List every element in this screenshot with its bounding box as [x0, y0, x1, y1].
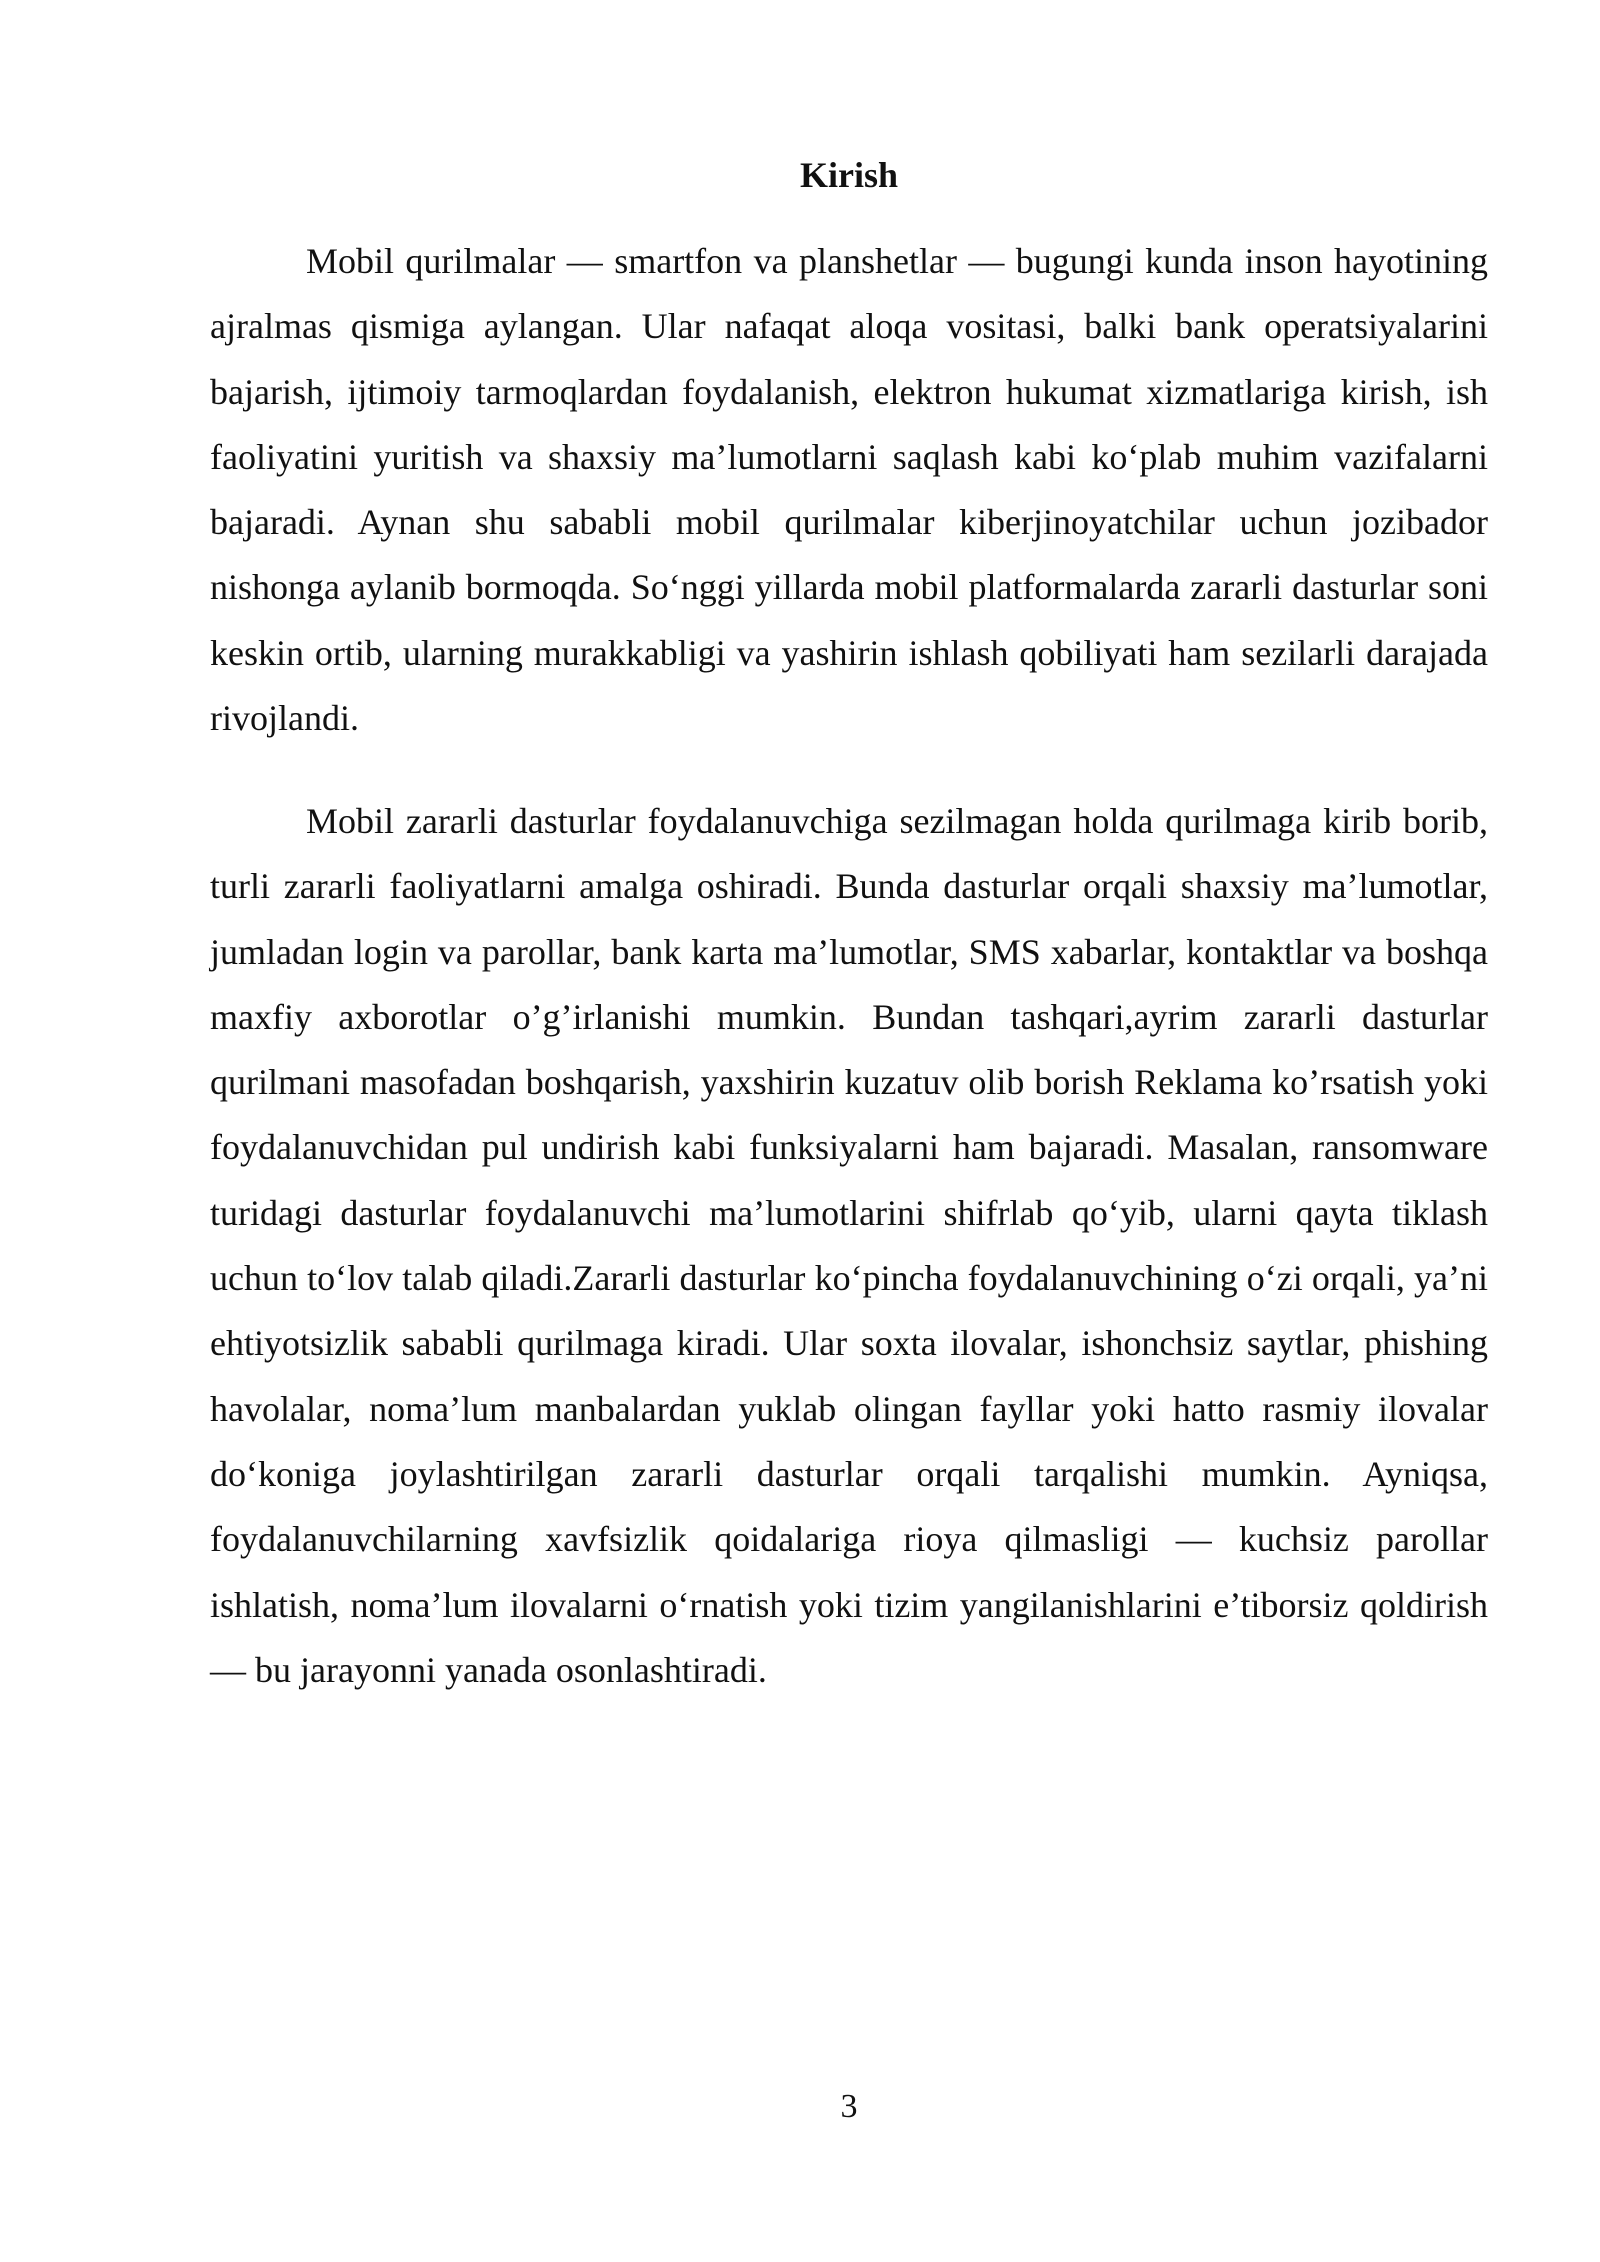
page-number: 3: [840, 2088, 858, 2125]
paragraph-introduction-2: Mobil zararli dasturlar foydalanuvchiga sezilmagan holda qurilmaga kirib borib, turli zararli faoliyatlarni amalga oshiradi. Bunda dasturlar orqali shaxsiy ma’lumotlar, jumladan login va parollar, bank karta ma’lumotlar, SMS xabarlar, kontaktlar va boshqa maxfiy axborotlar o’g’irlanishi mumkin. Bundan tashqari,ayrim zararli dasturlar qurilmani masofadan boshqarish, yaxshirin kuzatuv olib borish Reklama ko’rsatish yoki foydalanuvchidan pul undirish kabi funksiyalarni ham bajaradi. Masalan, ransomware turidagi dasturlar foydalanuvchi ma’lumotlarini shifrlab qo‘yib, ularni qayta tiklash uchun to‘lov talab qiladi.Zararli dasturlar ko‘pincha foydalanuvchining o‘zi orqali, ya’ni ehtiyotsizlik sababli qurilmaga kiradi. Ular soxta ilovalar, ishonchsiz saytlar, phishing havolalar, noma’lum manbalardan yuklab olingan fayllar yoki hatto rasmiy ilovalar do‘koniga joylashtirilgan zararli dasturlar orqali tarqalishi mumkin. Ayniqsa, foydalanuvchilarning xavfsizlik qoidalariga rioya qilmasligi — kuchsiz parollar ishlatish, noma’lum ilovalarni o‘rnatish yoki tizim yangilanishlarini e’tiborsiz qoldirish — bu jarayonni yanada osonlashtiradi.: [210, 801, 1488, 1690]
paragraph-introduction-1: Mobil qurilmalar — smartfon va planshetlar — bugungi kunda inson hayotining ajralmas qismiga aylangan. Ular nafaqat aloqa vositasi, balki bank operatsiyalarini bajarish, ijtimoiy tarmoqlardan foydalanish, elektron hukumat xizmatlariga kirish, ish faoliyatini yuritish va shaxsiy ma’lumotlarni saqlash kabi ko‘plab muhim vazifalarni bajaradi. Aynan shu sababli mobil qurilmalar kiberjinoyatchilar uchun jozibador nishonga aylanib bormoqda. So‘nggi yillarda mobil platformalarda zararli dasturlar soni keskin ortib, ularning murakkabligi va yashirin ishlash qobiliyati ham sezilarli darajada rivojlandi.: [210, 241, 1488, 739]
page-title: Kirish: [799, 155, 898, 195]
